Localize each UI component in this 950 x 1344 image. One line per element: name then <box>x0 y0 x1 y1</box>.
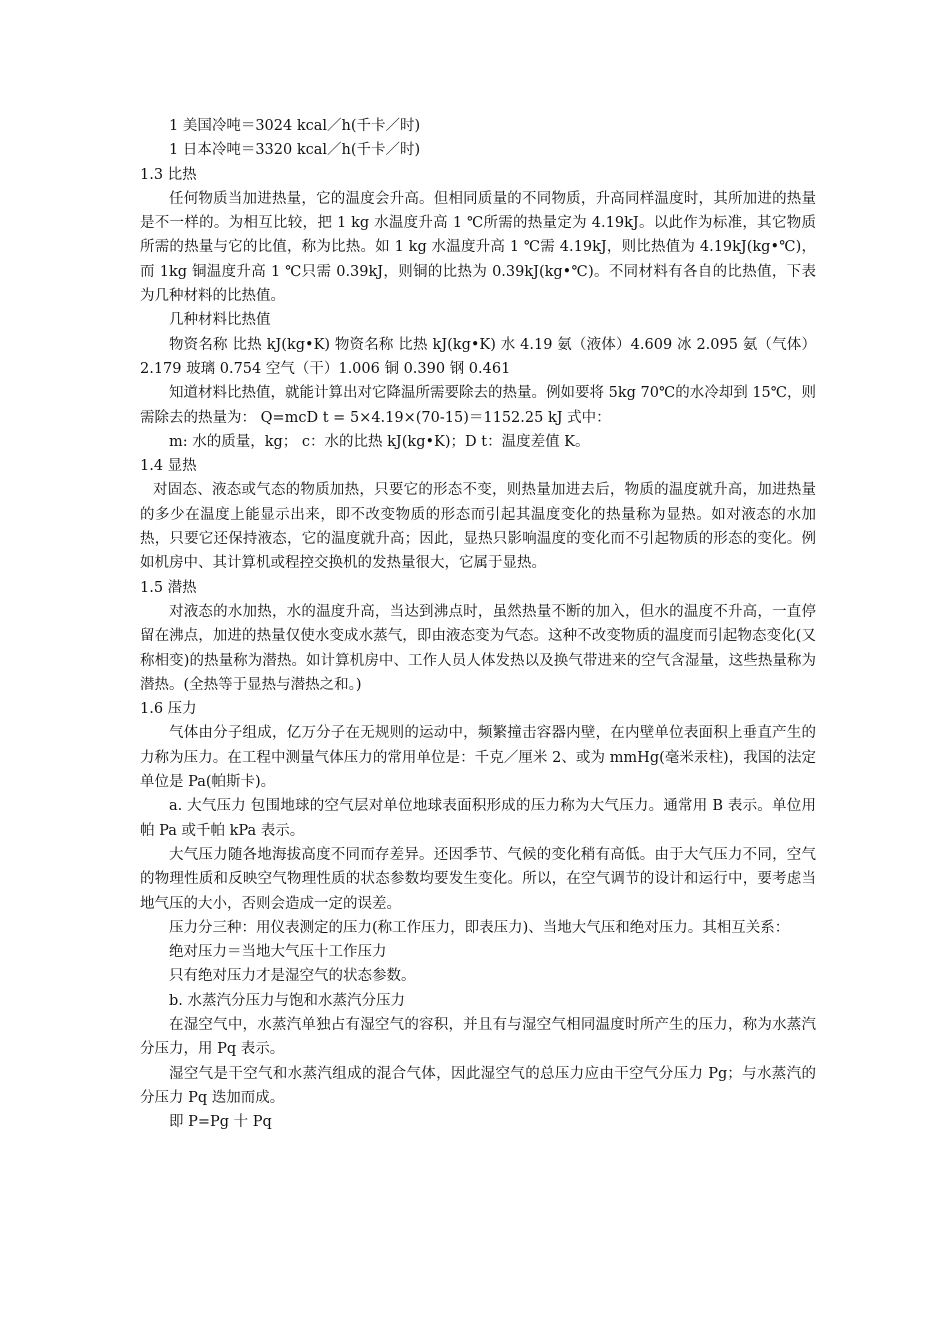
section-heading-specific-heat: 1.3 比热 <box>140 166 197 183</box>
paragraph-pressure-types: 压力分三种：用仪表测定的压力(称工作压力，即表压力)、当地大气压和绝对压力。其相互关系： <box>169 919 790 936</box>
paragraph-sensible-heat: 对固态、液态或气态的物质加热，只要它的形态不变，则热量加进去后，物质的温度就升高，加进热量的多少在温度上能显示出来，即不改变物质的形态而引起其温度变化的热量称为显热。如对液态的水加热，只要它还保持液态，它的温度就升高；因此，显热只影响温度的变化而不引起物质的形态的变化。例如机房中、其计算机或程控交换机的发热量很大，它属于显热。 <box>140 482 816 572</box>
paragraph-pressure-variation: 大气压力随各地海拔高度不同而存差异。还因季节、气候的变化稍有高低。由于大气压力不同，空气的物理性质和反映空气物理性质的状态参数均要发生变化。所以，在空气调节的设计和运行中，要考虑当地气压的大小，否则会造成一定的误差。 <box>140 846 816 912</box>
paragraph-pressure-definition: 气体由分子组成，亿万分子在无规则的运动中，频繁撞击容器内壁，在内壁单位表面积上垂直产生的力称为压力。在工程中测量气体压力的常用单位是：千克／厘米 2、或为 mmHg(毫米汞柱)，我国的法定单位是 Pa(帕斯卡)。 <box>140 725 816 791</box>
formula-total-pressure: 即 P=Pg 十 Pq <box>169 1114 272 1131</box>
paragraph-atmospheric-pressure: a. 大气压力 包围地球的空气层对单位地球表面积形成的压力称为大气压力。通常用 B 表示。单位用帕 Pa 或千帕 kPa 表示。 <box>140 798 816 839</box>
formula-absolute-pressure: 绝对压力＝当地大气压十工作压力 <box>169 944 387 961</box>
paragraph-formula-variables: m: 水的质量，kg； c：水的比热 kJ(kg•K)；D t：温度差值 K。 <box>169 433 590 450</box>
paragraph-total-pressure: 湿空气是干空气和水蒸汽组成的混合气体，因此湿空气的总压力应由干空气分压力 Pg；与水蒸汽的分压力 Pq 迭加而成。 <box>140 1065 816 1106</box>
paragraph-specific-heat-values: 物资名称 比热 kJ(kg•K) 物资名称 比热 kJ(kg•K) 水 4.19 氨（液体）4.609 冰 2.095 氨（气体）2.179 玻璃 0.754 空气（干）1.006 铜 0.390 钢 0.461 <box>140 336 816 377</box>
paragraph-specific-heat-definition: 任何物质当加进热量，它的温度会升高。但相同质量的不同物质，升高同样温度时，其所加进的热量是不一样的。为相互比较，把 1 kg 水温度升高 1 ℃所需的热量定为 4.19kJ。以此作为标准，其它物质所需的热量与它的比值，称为比热。如 1 kg 水温度升高 1 ℃需 4.19kJ，则比热值为 4.19kJ(kg•℃)，而 1kg 铜温度升高 1 ℃只需 0.39kJ，则铜的比热为 0.39kJ(kg•℃)。不同材料有各自的比热值，下表为几种材料的比热值。 <box>140 190 816 305</box>
document-page <box>140 114 816 1134</box>
unit-jp-refrigeration-ton: 1 日本冷吨＝3320 kcal／h(千卡／时) <box>169 142 421 159</box>
section-heading-sensible-heat: 1.4 显热 <box>140 458 197 475</box>
subheading-vapor-pressure: b. 水蒸汽分压力与饱和水蒸汽分压力 <box>169 992 405 1009</box>
paragraph-heat-removal-example: 知道材料比热值，就能计算出对它降温所需要除去的热量。例如要将 5kg 70℃的水冷却到 15℃，则需除去的热量为： Q=mcD t = 5×4.19×(70-15)＝1152.25 kJ 式中： <box>140 385 816 426</box>
section-heading-pressure: 1.6 压力 <box>140 701 197 718</box>
unit-us-refrigeration-ton: 1 美国冷吨＝3024 kcal／h(千卡／时) <box>169 118 421 134</box>
paragraph-latent-heat: 对液态的水加热，水的温度升高，当达到沸点时，虽然热量不断的加入，但水的温度不升高，一直停留在沸点，加进的热量仅使水变成水蒸气，即由液态变为气态。这种不改变物质的温度而引起物态变化(又称相变)的热量称为潜热。如计算机房中、工作人员人体发热以及换气带进来的空气含湿量，这些热量称为潜热。(全热等于显热与潜热之和。) <box>140 603 816 693</box>
section-heading-latent-heat: 1.5 潜热 <box>140 579 197 596</box>
table-title-specific-heat: 几种材料比热值 <box>169 312 271 329</box>
paragraph-vapor-partial-pressure: 在湿空气中，水蒸汽单独占有湿空气的容积，并且有与湿空气相同温度时所产生的压力，称为水蒸汽分压力，用 Pq 表示。 <box>140 1016 816 1058</box>
paragraph-state-parameter: 只有绝对压力才是湿空气的状态参数。 <box>169 968 416 985</box>
